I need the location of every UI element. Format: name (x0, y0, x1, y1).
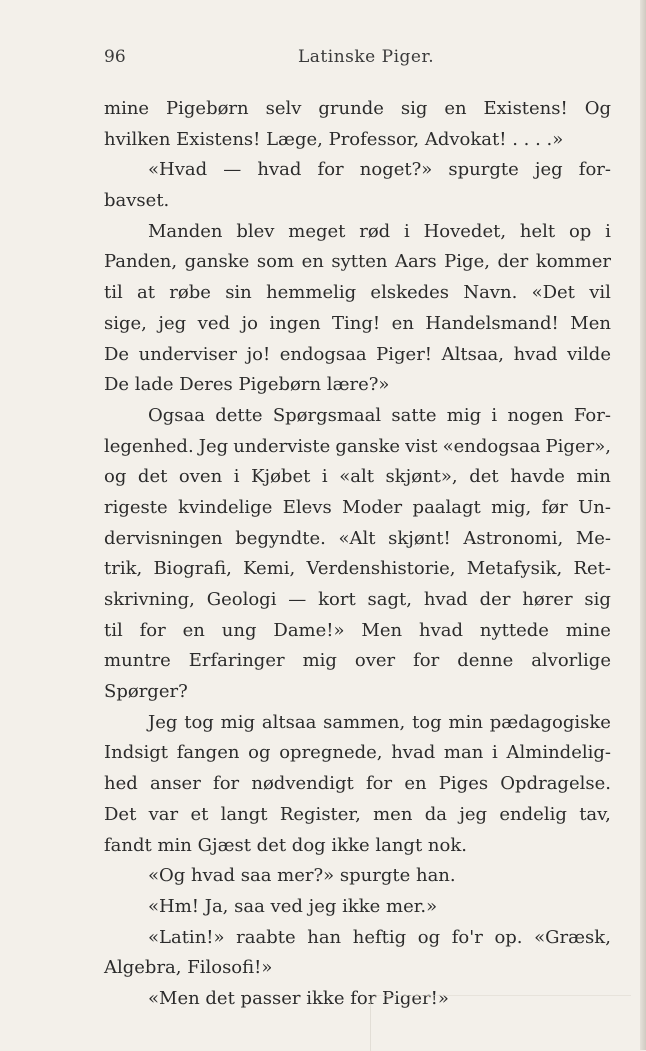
text-line: Panden, ganske som en sytten Aars Pige, der kommer (104, 251, 611, 273)
page-number: 96 (104, 47, 126, 67)
text-line: hvilken Existens! Læge, Professor, Advokat! . . . .» (104, 128, 564, 150)
text-line: hed anser for nødvendigt for en Piges Opdragelse. (104, 773, 611, 795)
text-line: sige, jeg ved jo ingen Ting! en Handelsmand! Men (104, 312, 611, 334)
text-line: til for en ung Dame!» Men hvad nyttede mine (104, 619, 611, 641)
text-line: Ogsaa dette Spørgsmaal satte mig i nogen For- (148, 404, 611, 426)
text-line: «Men det passer ikke for Piger!» (148, 987, 449, 1009)
text-line: trik, Biografi, Kemi, Verdenshistorie, Metafysik, Ret- (104, 558, 611, 580)
text-line: Algebra, Filosofi!» (104, 957, 273, 979)
text-line: mine Pigebørn selv grunde sig en Existens! Og (104, 98, 611, 119)
text-line: dervisningen begyndte. «Alt skjønt! Astronomi, Me- (104, 527, 611, 549)
body-text (104, 94, 611, 1015)
text-line: Spørger? (104, 681, 188, 703)
page-edge (640, 0, 646, 1050)
text-line: fandt min Gjæst det dog ikke langt nok. (104, 834, 467, 856)
running-title: Latinske Piger. (298, 47, 435, 67)
text-line: bavset. (104, 190, 170, 212)
text-line: til at røbe sin hemmelig elskedes Navn. «Det vil (104, 282, 611, 304)
text-line: «Og hvad saa mer?» spurgte han. (148, 865, 456, 887)
text-line: Det var et langt Register, men da jeg endelig tav, (104, 803, 611, 825)
text-line: skrivning, Geologi — kort sagt, hvad der hører sig (104, 589, 611, 610)
page-header (104, 47, 611, 73)
text-line: og det oven i Kjøbet i «alt skjønt», det havde min (104, 466, 611, 488)
text-line: Jeg tog mig altsaa sammen, tog min pædagogiske (148, 711, 611, 733)
text-line: Manden blev meget rød i Hovedet, helt op i (148, 220, 611, 242)
text-line: Indsigt fangen og opregnede, hvad man i Almindelig- (104, 742, 611, 764)
text-line: rigeste kvindelige Elevs Moder paalagt mig, før Un- (104, 496, 611, 518)
text-line: legenhed. Jeg underviste ganske vist «endogsaa Piger», (104, 435, 611, 457)
text-line: muntre Erfaringer mig over for denne alvorlige (104, 650, 611, 672)
text-line: De underviser jo! endogsaa Piger! Altsaa, hvad vilde (104, 343, 611, 365)
text-line: «Hm! Ja, saa ved jeg ikke mer.» (148, 895, 438, 917)
text-line: De lade Deres Pigebørn lære?» (104, 374, 390, 396)
text-line: «Latin!» raabte han heftig og fo'r op. «Græsk, (148, 926, 611, 948)
text-line: «Hvad — hvad for noget?» spurgte jeg for- (148, 159, 611, 181)
page-stain (370, 995, 631, 1051)
